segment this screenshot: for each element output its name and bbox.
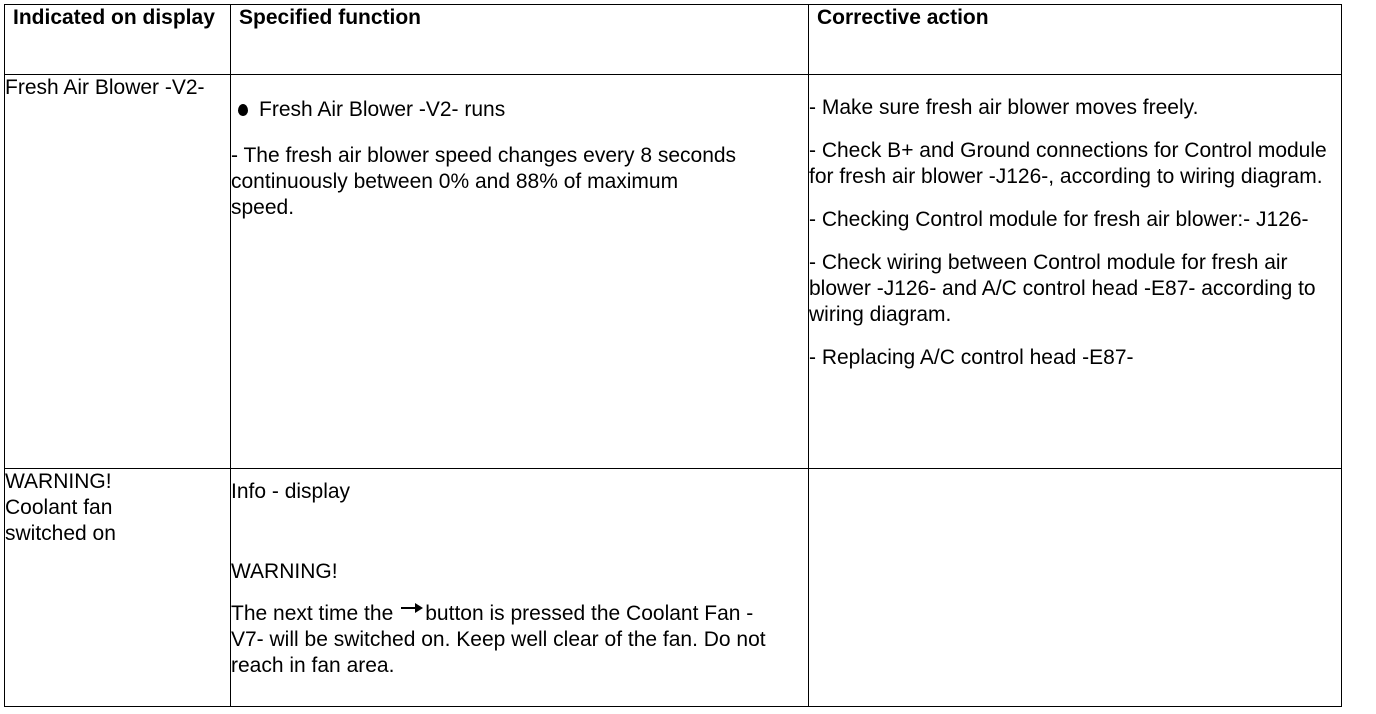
table-row [5, 75, 1342, 469]
info-display-text: Info - display [231, 480, 351, 503]
header-row [5, 5, 1342, 75]
row1-function-cell [231, 75, 809, 469]
function-bullet-text: Fresh Air Blower -V2- runs [259, 98, 506, 121]
row2-corrective-cell [809, 469, 1342, 707]
diagnostic-table [4, 4, 1342, 707]
header-function-label: Specified function [239, 6, 422, 29]
row2-function-cell [231, 469, 809, 707]
row1-corrective-cell [809, 75, 1342, 469]
header-indicated-on-display [5, 5, 231, 75]
function-bullet-line [231, 97, 808, 123]
coolant-fan-note [231, 601, 771, 679]
table-row [5, 469, 1342, 707]
header-corrective-label: Corrective action [817, 6, 989, 29]
row1-indicated-cell [5, 75, 231, 469]
row2-indicated-cell [5, 469, 231, 707]
bullet-icon [238, 104, 248, 116]
corrective-action-item: - Make sure fresh air blower moves freely. [809, 96, 1199, 119]
warning-text: WARNING! [231, 560, 338, 583]
corrective-action-item: - Replacing A/C control head -E87- [809, 346, 1134, 369]
note-text-before: The next time the [231, 602, 394, 625]
header-specified-function [231, 5, 809, 75]
function-description: - The fresh air blower speed changes every 8 seconds continuously between 0% and 88% of maximum speed. [231, 144, 737, 219]
row2-indicated-text: WARNING! Coolant fan switched on [5, 470, 116, 545]
header-indicated-label: Indicated on display [13, 6, 215, 29]
corrective-action-item: - Check wiring between Control module for fresh air blower -J126- and A/C control head -E87- according to wiring diagram. [809, 251, 1316, 326]
row1-indicated-text: Fresh Air Blower -V2- [5, 76, 205, 99]
note-text-after: button is pressed the Coolant Fan -V7- will be switched on. Keep well clear of the fan. Do not reach in fan area. [231, 602, 766, 677]
header-corrective-action [809, 5, 1342, 75]
corrective-action-item: - Check B+ and Ground connections for Control module for fresh air blower -J126-, according to wiring diagram. [809, 139, 1327, 188]
right-arrow-icon [401, 601, 423, 615]
corrective-action-item: - Checking Control module for fresh air blower:- J126- [809, 208, 1309, 231]
